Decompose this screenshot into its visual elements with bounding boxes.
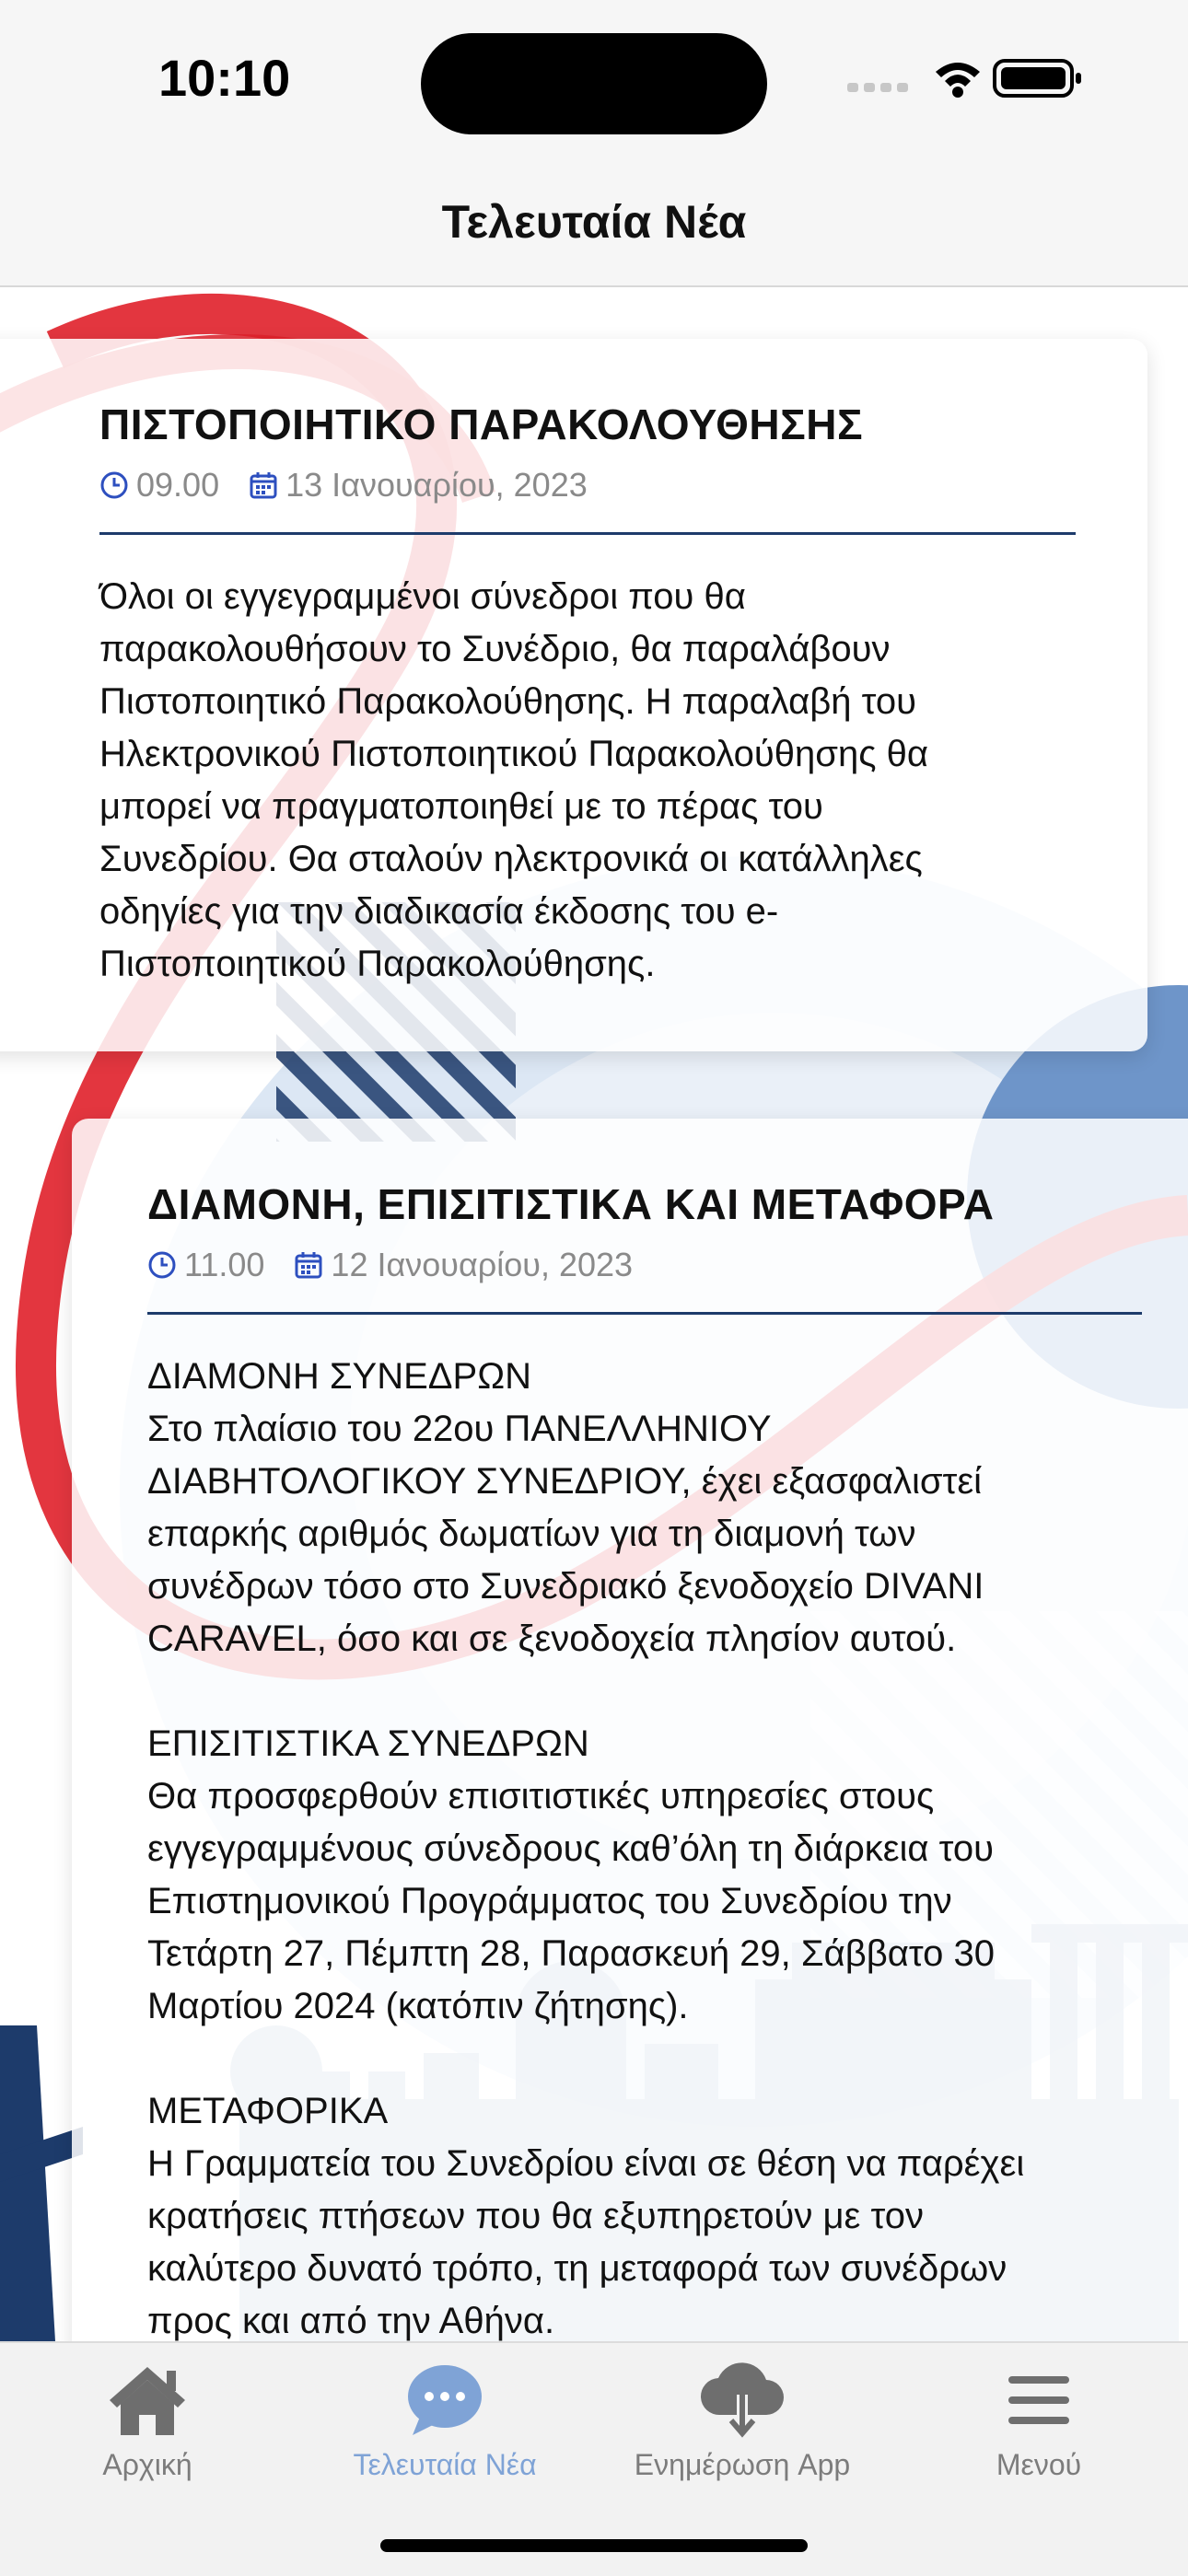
menu-icon: [997, 2361, 1080, 2439]
status-time: 10:10: [158, 49, 291, 107]
wifi-icon: [936, 63, 980, 98]
navigation-bar: [0, 157, 1188, 287]
news-time: 09.00: [136, 466, 220, 504]
cloud-download-icon: [698, 2361, 786, 2439]
news-body: Όλοι οι εγγεγραμμένοι σύνεδροι που θα παρακολουθήσουν το Συνέδριο, θα παραλάβουν Πιστοποιητικό Παρακολούθησης. Η παραλαβή του Ηλεκτρονικού Πιστοποιητικού Παρακολούθησης θα μπορεί να πραγματοποιηθεί με το πέρας του Συνεδρίου. Θα σταλούν ηλεκτρονικά οι κατάλληλες οδηγίες για την διαδικασία έκδοσης του e- Πιστοποιητικού Παρακολούθησης.: [99, 576, 928, 984]
status-icons: [847, 55, 1087, 101]
news-body: [147, 1351, 1179, 2352]
news-divider: [99, 532, 1076, 535]
status-bar: [0, 0, 1188, 157]
tab-menu[interactable]: [901, 2361, 1177, 2482]
news-meta: [147, 1246, 633, 1284]
home-icon: [106, 2361, 189, 2439]
news-section: ΔΙΑΜΟΝΗ ΣΥΝΕΔΡΩΝ Στο πλαίσιο του 22ου ΠΑΝΕΛΛΗΝΙΟΥ ΔΙΑΒΗΤΟΛΟΓΙΚΟΥ ΣΥΝΕΔΡΙΟΥ, έχει εξασφαλιστεί επαρκής αριθμός δωματίων για τη διαμονή των συνέδρων τόσο στο Συνεδριακό ξενοδοχείο DIVANI CARAVEL, όσο και σε ξενοδοχεία πλησίον αυτού.: [147, 1351, 1179, 1665]
tab-label: Μενού: [996, 2448, 1082, 2481]
news-meta: [99, 466, 588, 505]
chat-bubble-icon: [403, 2361, 486, 2439]
tab-app-update[interactable]: [604, 2361, 880, 2482]
tab-label: Ενημέρωση App: [634, 2448, 851, 2481]
tab-home[interactable]: [9, 2361, 285, 2482]
clock-icon: [99, 466, 129, 505]
calendar-icon: [294, 1246, 323, 1284]
tab-label: Αρχική: [102, 2448, 192, 2481]
tab-label: Τελευταία Νέα: [353, 2448, 537, 2481]
dynamic-island: [421, 33, 767, 134]
clock-icon: [147, 1246, 177, 1284]
battery-icon: [995, 61, 1081, 96]
section-heading: ΜΕΤΑΦΟΡΙΚΑ: [147, 2091, 389, 2131]
tab-news[interactable]: [307, 2361, 583, 2482]
news-date: 12 Ιανουαρίου, 2023: [331, 1246, 634, 1283]
calendar-icon: [249, 466, 278, 505]
cellular-signal-icon: [847, 83, 908, 92]
news-card[interactable]: [0, 339, 1147, 1051]
news-time: 11.00: [184, 1246, 265, 1283]
news-card[interactable]: [72, 1119, 1188, 2352]
news-section: ΕΠΙΣΙΤΙΣΤΙΚΑ ΣΥΝΕΔΡΩΝ Θα προσφερθούν επισιτιστικές υπηρεσίες στους εγγεγραμμένους σύνεδρους καθ’όλη τη διάρκεια του Επιστημονικού Προγράμματος του Συνεδρίου την Τετάρτη 27, Πέμπτη 28, Παρασκευή 29, Σάββατο 30 Μαρτίου 2024 (κατόπιν ζήτησης).: [147, 1718, 1179, 2033]
news-title: ΔΙΑΜΟΝΗ, ΕΠΙΣΙΤΙΣΤΙΚΑ ΚΑΙ ΜΕΤΑΦΟΡΑ: [147, 1180, 995, 1228]
section-heading: ΕΠΙΣΙΤΙΣΤΙΚΑ ΣΥΝΕΔΡΩΝ: [147, 1723, 589, 1764]
section-heading: ΔΙΑΜΟΝΗ ΣΥΝΕΔΡΩΝ: [147, 1356, 531, 1397]
news-divider: [147, 1312, 1142, 1315]
page-title: Τελευταία Νέα: [441, 196, 747, 248]
home-indicator: [380, 2539, 808, 2552]
news-section: ΜΕΤΑΦΟΡΙΚΑ Η Γραμματεία του Συνεδρίου είναι σε θέση να παρέχει κρατήσεις πτήσεων που θα εξυπηρετούν με τον καλύτερο δυνατό τρόπο, τη μεταφορά των συνέδρων προς και από την Αθήνα.: [147, 2085, 1179, 2348]
news-date: 13 Ιανουαρίου, 2023: [285, 466, 588, 504]
news-title: ΠΙΣΤΟΠΟΙΗΤΙΚΟ ΠΑΡΑΚΟΛΟΥΘΗΣΗΣ: [99, 400, 864, 448]
